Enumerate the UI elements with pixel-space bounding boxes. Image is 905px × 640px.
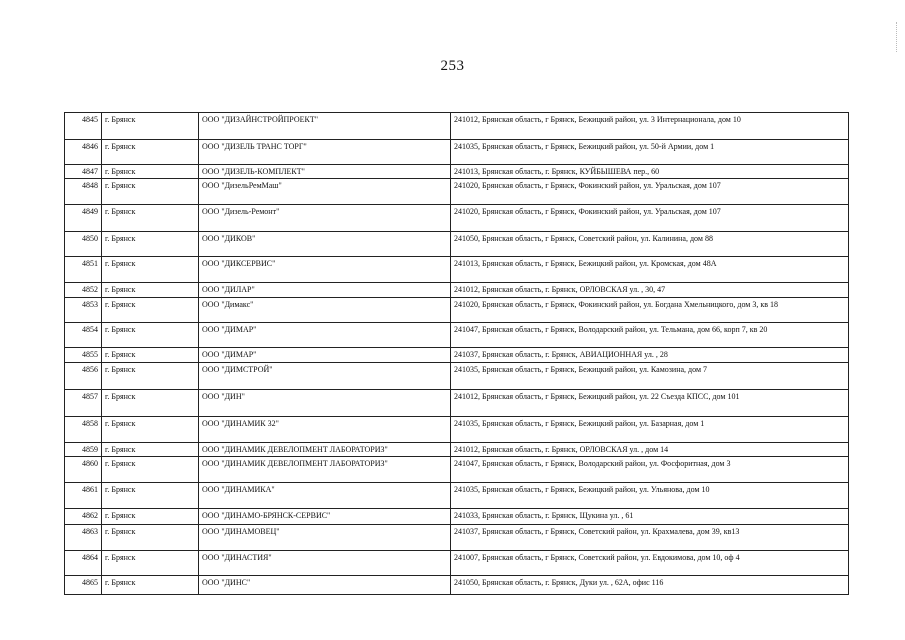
row-number: 4847 [65, 165, 102, 179]
organization-cell: ООО "ДИЗЕЛЬ-КОМПЛЕКТ" [199, 165, 451, 179]
table-row [65, 509, 849, 525]
organization-cell: ООО "ДИНС" [199, 576, 451, 595]
city-cell: г. Брянск [102, 551, 199, 576]
row-number: 4861 [65, 483, 102, 509]
city-cell: г. Брянск [102, 179, 199, 205]
table-row [65, 113, 849, 140]
city-cell: г. Брянск [102, 576, 199, 595]
address-cell: 241020, Брянская область, г Брянск, Фокинский район, ул. Уральская, дом 107 [451, 205, 849, 232]
address-cell: 241020, Брянская область, г Брянск, Фокинский район, ул. Богдана Хмельницкого, дом 3, кв 18 [451, 298, 849, 323]
organization-cell: ООО "ДИНАМИК ДЕВЕЛОПМЕНТ ЛАБОРАТОРИЗ" [199, 457, 451, 483]
city-cell: г. Брянск [102, 298, 199, 323]
address-cell: 241012, Брянская область, г. Брянск, ОРЛОВСКАЯ ул. , 30, 47 [451, 283, 849, 298]
row-number: 4853 [65, 298, 102, 323]
row-number: 4864 [65, 551, 102, 576]
organization-cell: ООО "ДИЛАР" [199, 283, 451, 298]
address-cell: 241012, Брянская область, г Брянск, Бежицкий район, ул. 3 Интернационала, дом 10 [451, 113, 849, 140]
organization-cell: ООО "ДИКСЕРВИС" [199, 257, 451, 283]
organization-cell: ООО "ДИН" [199, 390, 451, 417]
address-cell: 241035, Брянская область, г Брянск, Бежицкий район, ул. Базарная, дом 1 [451, 417, 849, 443]
city-cell: г. Брянск [102, 257, 199, 283]
table-row [65, 165, 849, 179]
row-number: 4850 [65, 232, 102, 257]
organization-cell: ООО "ДИМАР" [199, 323, 451, 348]
city-cell: г. Брянск [102, 283, 199, 298]
row-number: 4846 [65, 140, 102, 165]
city-cell: г. Брянск [102, 140, 199, 165]
row-number: 4849 [65, 205, 102, 232]
organization-cell: ООО "ДИНАМО-БРЯНСК-СЕРВИС" [199, 509, 451, 525]
table-row [65, 457, 849, 483]
table-row [65, 140, 849, 165]
address-cell: 241047, Брянская область, г Брянск, Володарский район, ул. Тельмана, дом 66, корп 7, кв 20 [451, 323, 849, 348]
row-number: 4854 [65, 323, 102, 348]
organization-cell: ООО "ДИНАМИК ДЕВЕЛОПМЕНТ ЛАБОРАТОРИЗ" [199, 443, 451, 457]
table-row [65, 390, 849, 417]
table-row [65, 179, 849, 205]
table-row [65, 348, 849, 363]
row-number: 4858 [65, 417, 102, 443]
table-row [65, 298, 849, 323]
address-cell: 241020, Брянская область, г Брянск, Фокинский район, ул. Уральская, дом 107 [451, 179, 849, 205]
row-number: 4851 [65, 257, 102, 283]
address-cell: 241013, Брянская область, г Брянск, Бежицкий район, ул. Кромская, дом 48А [451, 257, 849, 283]
table-row [65, 576, 849, 595]
city-cell: г. Брянск [102, 483, 199, 509]
table-row [65, 283, 849, 298]
address-cell: 241035, Брянская область, г Брянск, Бежицкий район, ул. Камозина, дом 7 [451, 363, 849, 390]
table-row [65, 257, 849, 283]
row-number: 4856 [65, 363, 102, 390]
row-number: 4860 [65, 457, 102, 483]
table-row [65, 525, 849, 551]
organization-cell: ООО "ДИНАСТИЯ" [199, 551, 451, 576]
address-cell: 241033, Брянская область, г. Брянск, Щукина ул. , 61 [451, 509, 849, 525]
registry-table [64, 112, 849, 595]
city-cell: г. Брянск [102, 509, 199, 525]
registry-table-body [65, 113, 849, 595]
city-cell: г. Брянск [102, 113, 199, 140]
address-cell: 241035, Брянская область, г Брянск, Бежицкий район, ул. 50-й Армии, дом 1 [451, 140, 849, 165]
table-row [65, 483, 849, 509]
table-row [65, 417, 849, 443]
address-cell: 241035, Брянская область, г Брянск, Бежицкий район, ул. Ульянова, дом 10 [451, 483, 849, 509]
table-row [65, 205, 849, 232]
organization-cell: ООО "ДИЗЕЛЬ ТРАНС ТОРГ" [199, 140, 451, 165]
organization-cell: ООО "Дизель-Ремонт" [199, 205, 451, 232]
city-cell: г. Брянск [102, 165, 199, 179]
row-number: 4857 [65, 390, 102, 417]
city-cell: г. Брянск [102, 323, 199, 348]
address-cell: 241013, Брянская область, г. Брянск, КУЙБЫШЕВА пер., 60 [451, 165, 849, 179]
address-cell: 241037, Брянская область, г. Брянск, АВИАЦИОННАЯ ул. , 28 [451, 348, 849, 363]
address-cell: 241012, Брянская область, г. Брянск, ОРЛОВСКАЯ ул. , дом 14 [451, 443, 849, 457]
table-row [65, 363, 849, 390]
city-cell: г. Брянск [102, 363, 199, 390]
address-cell: 241050, Брянская область, г Брянск, Советский район, ул. Калинина, дом 88 [451, 232, 849, 257]
city-cell: г. Брянск [102, 390, 199, 417]
row-number: 4863 [65, 525, 102, 551]
row-number: 4859 [65, 443, 102, 457]
row-number: 4862 [65, 509, 102, 525]
address-cell: 241050, Брянская область, г. Брянск, Дуки ул. , 62А, офис 116 [451, 576, 849, 595]
city-cell: г. Брянск [102, 443, 199, 457]
organization-cell: ООО "ДИМАР" [199, 348, 451, 363]
scan-margin-mark [896, 22, 898, 52]
table-row [65, 443, 849, 457]
organization-cell: ООО "ДИНАМИК 32" [199, 417, 451, 443]
organization-cell: ООО "ДИНАМИКА" [199, 483, 451, 509]
table-row [65, 323, 849, 348]
city-cell: г. Брянск [102, 417, 199, 443]
city-cell: г. Брянск [102, 525, 199, 551]
organization-cell: ООО "ДИМСТРОЙ" [199, 363, 451, 390]
address-cell: 241012, Брянская область, г Брянск, Бежицкий район, ул. 22 Съезда КПСС, дом 101 [451, 390, 849, 417]
page-number: 253 [440, 58, 465, 74]
table-row [65, 551, 849, 576]
organization-cell: ООО "ДизельРемМаш" [199, 179, 451, 205]
city-cell: г. Брянск [102, 205, 199, 232]
organization-cell: ООО "ДИКОВ" [199, 232, 451, 257]
table-row [65, 232, 849, 257]
organization-cell: ООО "Димакс" [199, 298, 451, 323]
city-cell: г. Брянск [102, 457, 199, 483]
row-number: 4855 [65, 348, 102, 363]
organization-cell: ООО "ДИЗАЙНСТРОЙПРОЕКТ" [199, 113, 451, 140]
row-number: 4865 [65, 576, 102, 595]
city-cell: г. Брянск [102, 348, 199, 363]
address-cell: 241007, Брянская область, г Брянск, Советский район, ул. Евдокимова, дом 10, оф 4 [451, 551, 849, 576]
row-number: 4848 [65, 179, 102, 205]
row-number: 4845 [65, 113, 102, 140]
row-number: 4852 [65, 283, 102, 298]
city-cell: г. Брянск [102, 232, 199, 257]
address-cell: 241047, Брянская область, г Брянск, Володарский район, ул. Фосфоритная, дом 3 [451, 457, 849, 483]
organization-cell: ООО "ДИНАМОВЕЦ" [199, 525, 451, 551]
address-cell: 241037, Брянская область, г Брянск, Советский район, ул. Крахмалева, дом 39, кв13 [451, 525, 849, 551]
